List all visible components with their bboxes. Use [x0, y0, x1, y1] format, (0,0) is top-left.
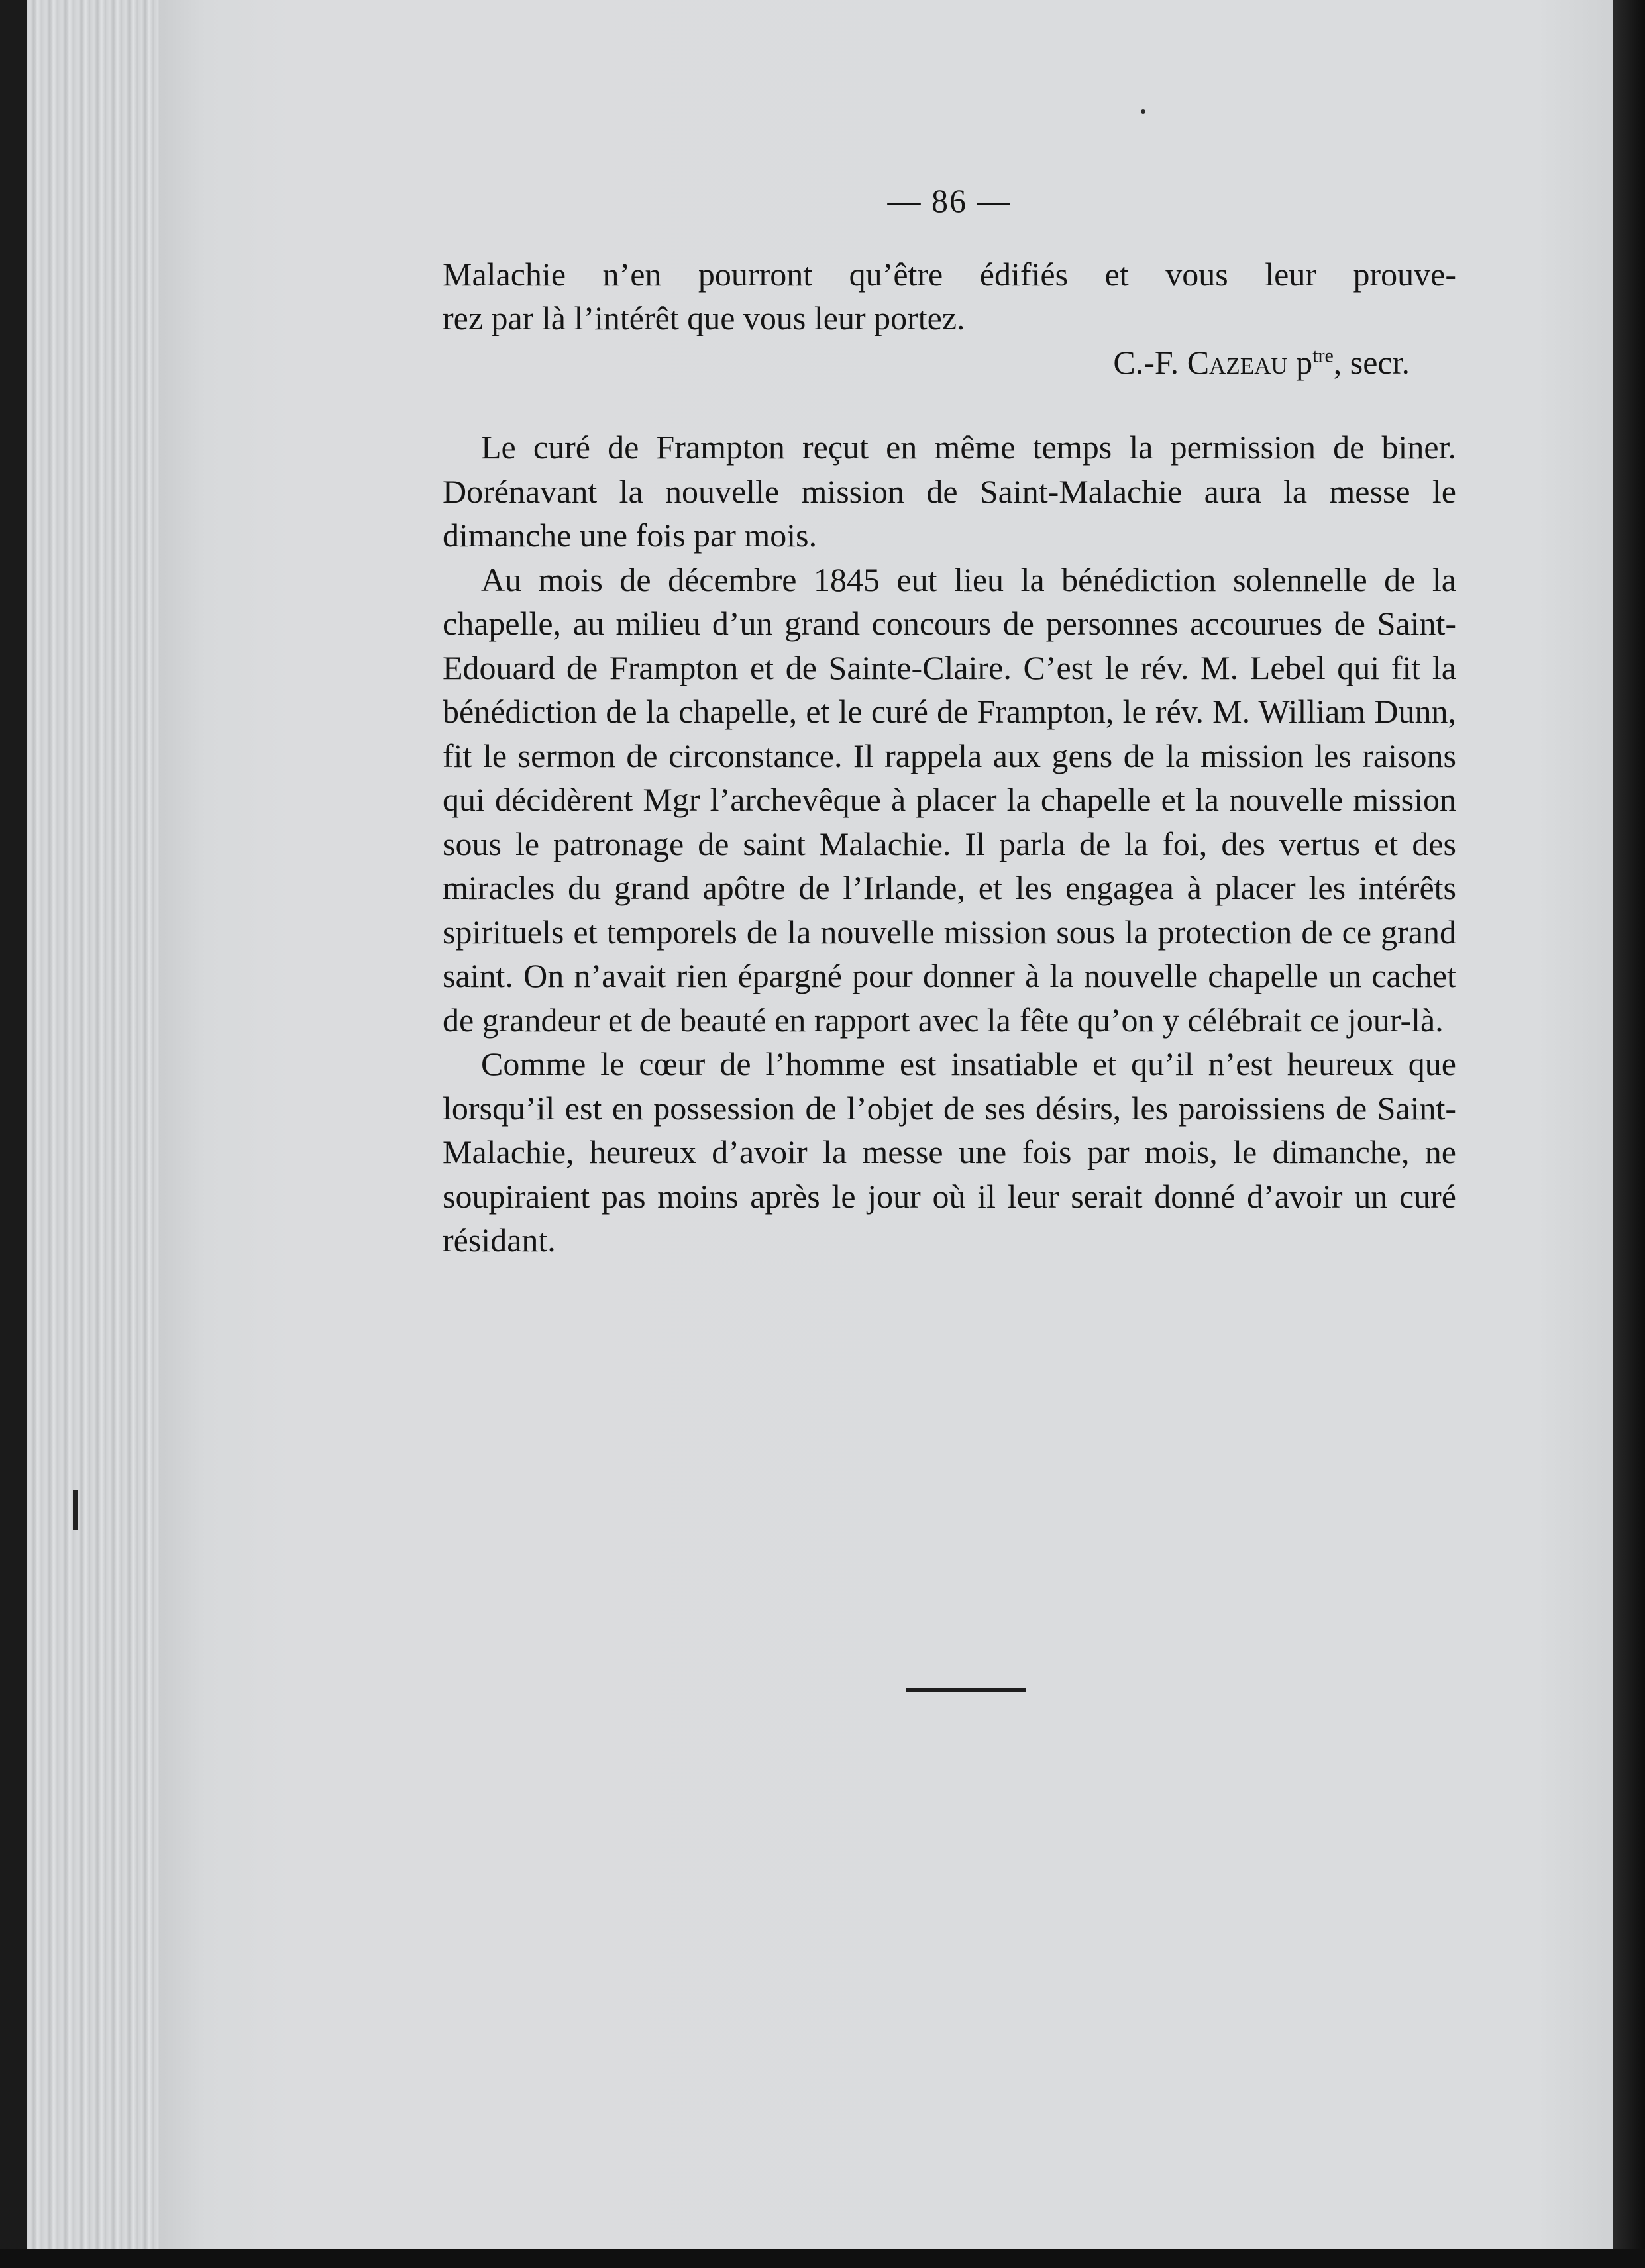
paragraph-3: Comme le cœur de l’homme est insatiable et qu’il n’est heureux que lorsqu’il est en possession de l’objet de ses désirs, les paroissiens de Saint-Malachie, heureux d’avoir la messe une fois par mois, le dimanche, ne soupiraient pas moins après le jour où il leur serait donné d’avoir un curé résidant.: [443, 1045, 1456, 1259]
margin-mark: [73, 1490, 78, 1530]
page-text-block: [443, 179, 1456, 1263]
signature-prefix: C.-F.: [1113, 343, 1187, 381]
signature-name: Cazeau: [1187, 343, 1288, 381]
bottom-scan-border: [0, 2249, 1645, 2268]
end-of-chapter-rule: [906, 1688, 1026, 1692]
continuation-line-2: rez par là l’intérêt que vous leur portez.: [443, 299, 965, 336]
signature: [443, 340, 1456, 385]
page-number: — 86 —: [887, 182, 1012, 219]
signature-title: p: [1287, 343, 1313, 381]
right-binding-shadow: [1613, 0, 1645, 2268]
ink-speck: [1141, 109, 1145, 114]
continuation-line-1: Malachie n’en pourront qu’être édifiés et vous leur prouve-: [443, 255, 1456, 293]
paragraph-2: Au mois de décembre 1845 eut lieu la bénédiction solennelle de la chapelle, au milieu d’un grand concours de personnes accourues de Saint-Edouard de Frampton et de Sainte-Claire. C’est le rév. M. Lebel qui fit la bénédiction de la chapelle, et le curé de Frampton, le rév. M. William Dunn, fit le sermon de circonstance. Il rappela aux gens de la mission les raisons qui décidèrent Mgr l’archevêque à placer la chapelle et la nouvelle mission sous le patronage de saint Malachie. Il parla de la foi, des vertus et des miracles du grand apôtre de l’Irlande, et les engagea à placer les intérêts spirituels et temporels de la nouvelle mission sous la protection de ce grand saint. On n’avait rien épargné pour donner à la nouvelle chapelle un cachet de grandeur et de beauté en rapport avec la fête qu’on y célébrait ce jour-là.: [443, 560, 1456, 1039]
signature-title-superscript: tre: [1312, 344, 1334, 366]
paragraph-1: Le curé de Frampton reçut en même temps la permission de biner. Dorénavant la nouvelle mission de Saint-Malachie aura la messe le dimanche une fois par mois.: [443, 429, 1456, 554]
signature-suffix: , secr.: [1333, 343, 1410, 381]
